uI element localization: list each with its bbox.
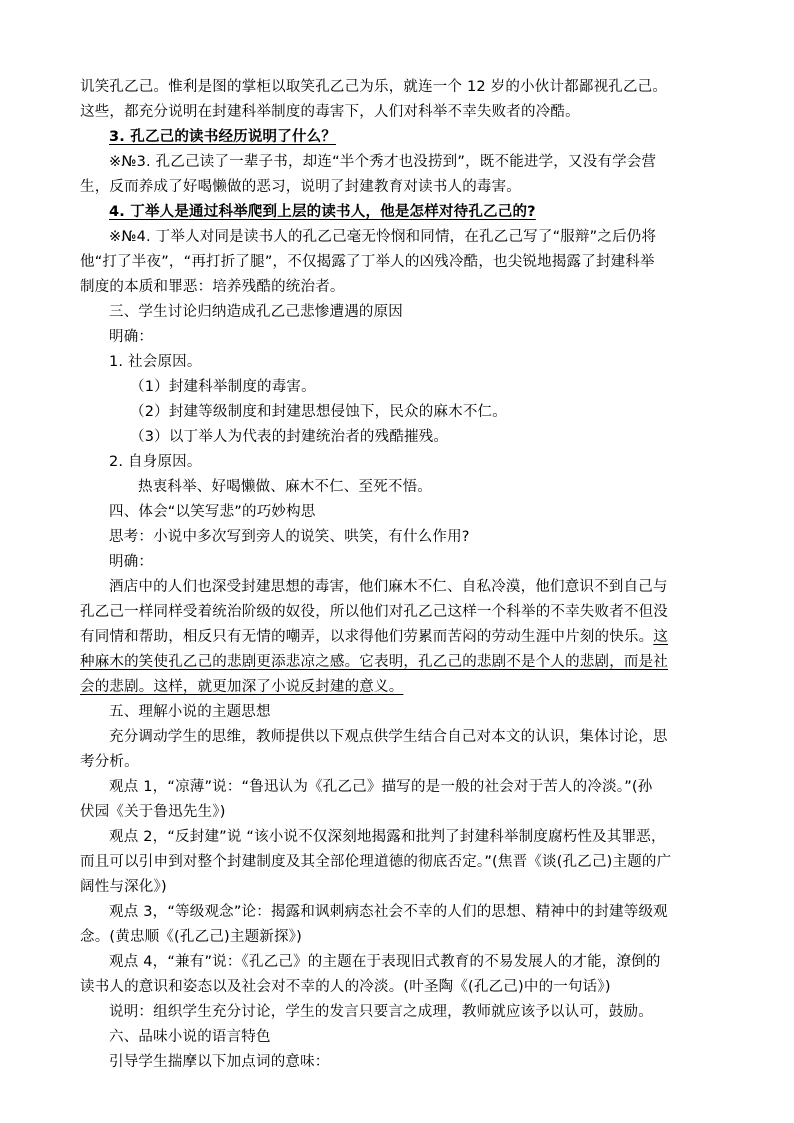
text-line: 明确：	[109, 554, 154, 570]
text-line: 讥笑孔乙己。惟利是图的掌柜以取笑孔乙己为乐，就连一个 12 岁的小伙计都鄙视孔乙己。	[80, 79, 668, 95]
text-line: 观点 3，“等级观念”论：揭露和讽刺病态社会不幸的人们的思想、精神中的封建等级观	[109, 904, 668, 920]
text-line: （2）封建等级制度和封建思想侵蚀下，民众的麻木不仁。	[130, 404, 507, 420]
text-line: 念。(黄忠顺《(孔乙己)主题新探》)	[80, 929, 302, 945]
text-line: 充分调动学生的思维，教师提供以下观点供学生结合自己对本文的认识，集体讨论，思	[109, 729, 668, 745]
text-line: 1. 社会原因。	[109, 354, 202, 370]
underlined-text: 种麻木的笑使孔乙己的悲剧更添悲凉之感。它表明，孔乙己的悲剧不是个人的悲剧，而是社	[80, 654, 668, 670]
text-line: ※№4. 丁举人对同是读书人的孔乙己毫无怜悯和同情，在孔乙己写了“服辩”之后仍将	[109, 229, 657, 245]
text-line: 阔性与深化》)	[80, 879, 167, 895]
text-line: 他“打了半夜”，“再打折了腿”，不仅揭露了丁举人的凶残冷酷，也尖锐地揭露了封建科举	[80, 254, 655, 270]
text-line: 观点 2，“反封建”说 “该小说不仅深刻地揭露和批判了封建科举制度腐朽性及其罪恶，	[109, 829, 666, 845]
text-line: 伏园《关于鲁迅先生》)	[80, 804, 226, 820]
text-line: （1）封建科举制度的毒害。	[130, 379, 316, 395]
text-line: 而且可以引申到对整个封建制度及其全部伦理道德的彻底否定。”(焦晋《谈(孔乙己)主题的广	[80, 854, 672, 870]
text-line: ※№3. 孔乙己读了一辈子书，却连“半个秀才也没捞到”，既不能进学，又没有学会营	[109, 154, 657, 170]
text-line: （3）以丁举人为代表的封建统治者的残酷摧残。	[130, 429, 449, 445]
text-line: 这些，都充分说明在封建科举制度的毒害下，人们对科举不幸失败者的冷酷。	[80, 104, 580, 120]
text-line: 观点 4，“兼有”说：《孔乙己》的主题在于表现旧式教育的不易发展人的才能，潦倒的	[109, 954, 661, 970]
text-line: 引导学生揣摩以下加点词的意味：	[109, 1054, 330, 1070]
text-line: 明确：	[109, 329, 154, 345]
text-line: 考分析。	[80, 754, 139, 770]
section-heading: 三、学生讨论归纳造成孔乙己悲惨遭遇的原因	[109, 304, 403, 320]
section-heading: 四、体会“以笑写悲”的巧妙构思	[109, 504, 316, 520]
text-line: 读书人的意识和姿态以及社会对不幸的人的冷淡。(叶圣陶《(孔乙己)中的一句话》)	[80, 979, 611, 995]
text-line: 制度的本质和罪恶：培养残酷的统治者。	[80, 279, 345, 295]
question-heading: 3. 孔乙己的读书经历说明了什么？	[109, 129, 337, 145]
text-segment: 有同情和帮助，相反只有无情的嘲弄，以求得他们劳累而苦闷的劳动生涯中片刻的快乐。	[80, 629, 654, 645]
text-line: 说明：组织学生充分讨论，学生的发言只要言之成理，教师就应该予以认可，鼓励。	[109, 1004, 653, 1020]
text-line	[80, 627, 668, 647]
text-line: 孔乙己一样同样受着统治阶级的奴役，所以他们对孔乙己这样一个科举的不幸失败者不但没	[80, 604, 668, 620]
question-heading: 4. 丁举人是通过科举爬到上层的读书人，他是怎样对待孔乙己的?	[109, 204, 536, 220]
underlined-text: 这	[653, 629, 668, 645]
text-line: 热衷科举、好喝懒做、麻木不仁、至死不悟。	[138, 479, 432, 495]
underlined-text: 会的悲剧。这样，就更加深了小说反封建的意义。	[80, 679, 404, 695]
section-heading: 六、品味小说的语言特色	[109, 1029, 271, 1045]
text-line: 思考：小说中多次写到旁人的说笑、哄笑，有什么作用?	[109, 529, 470, 545]
text-line: 酒店中的人们也深受封建思想的毒害，他们麻木不仁、自私冷漠，他们意识不到自己与	[109, 579, 668, 595]
section-heading: 五、理解小说的主题思想	[109, 704, 271, 720]
text-line: 生，反而养成了好喝懒做的恶习，说明了封建教育对读书人的毒害。	[80, 179, 521, 195]
text-line: 2. 自身原因。	[109, 454, 202, 470]
text-line: 观点 1，“凉薄”说：“鲁迅认为《孔乙己》描写的是一般的社会对于苦人的冷淡。”(孙	[109, 779, 653, 795]
